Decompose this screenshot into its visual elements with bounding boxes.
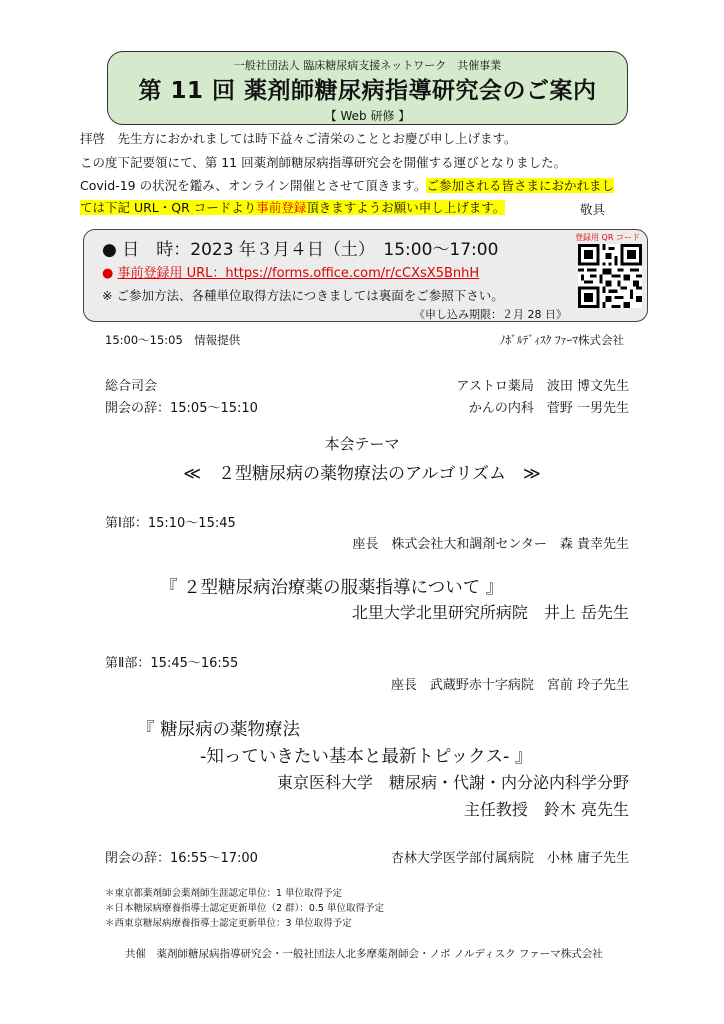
closing-keigu: 敬具 xyxy=(580,202,606,217)
registration-url-row xyxy=(102,262,479,281)
credit-item: ＊日本糖尿病療養指導士認定更新単位（2 群）：0.5 単位取得予定 xyxy=(105,903,384,914)
participation-note: ※ ご参加方法、各種単位取得方法につきましては裏面をご参照下さい。 xyxy=(102,288,504,303)
intro-line-4 xyxy=(80,200,505,216)
intro-line-2: この度下記要領にて、第 11 回薬剤師糖尿病指導研究会を開催する運びとなりました。 xyxy=(80,155,567,170)
opening-remarks-time: 開会の辞：15:05～15:10 xyxy=(105,401,258,416)
credit-item: ＊西東京糖尿病療養指導士認定更新単位：3 単位取得予定 xyxy=(105,918,352,929)
registration-url-label: 事前登録用 URL： xyxy=(117,266,226,281)
registration-deadline: 《申し込み期限：２月 28 日》 xyxy=(414,308,567,321)
page-title: 第 11 回 薬剤師糖尿病指導研究会のご案内 xyxy=(138,78,597,104)
credit-item: ＊東京都薬剤師会薬剤師生涯認定単位：1 単位取得予定 xyxy=(105,888,343,899)
info-session-time: 15:00～15:05 情報提供 xyxy=(105,333,241,347)
theme-title: ≪ ２型糖尿病の薬物療法のアルゴリズム ≫ xyxy=(183,464,541,484)
organizer-line: 一般社団法人 臨床糖尿病支援ネットワーク 共催事業 xyxy=(233,59,502,72)
intro-line-1: 拝啓 先生方におかれましては時下益々ご清栄のこととお慶び申し上げます。 xyxy=(80,131,517,146)
part1-speaker: 北里大学北里研究所病院 井上 岳先生 xyxy=(351,603,629,622)
part2-time: 第Ⅱ部：15:45～16:55 xyxy=(105,656,239,671)
intro-line-3-text: Covid-19 の状況を鑑み、オンライン開催とさせて頂きます。 xyxy=(80,178,427,193)
registration-url-link[interactable]: https://forms.office.com/r/cCXsX5BnhH xyxy=(225,266,480,281)
info-session-company: ﾉﾎﾞﾙﾃﾞｨｽｸ ﾌｧｰﾏ株式会社 xyxy=(499,333,624,347)
part2-chair: 座長 武蔵野赤十字病院 宮前 玲子先生 xyxy=(390,678,629,693)
pre-registration-emphasis: 事前登録 xyxy=(256,200,307,215)
intro-line-4-highlight-a: ては下記 URL・QR コードより xyxy=(80,200,257,215)
intro-line-3-highlight: ご参加される皆さまにおかれまし xyxy=(426,178,614,193)
part1-chair: 座長 株式会社大和調剤センター 森 貴幸先生 xyxy=(352,537,629,552)
part2-speaker-name: 主任教授 鈴木 亮先生 xyxy=(463,800,629,819)
bullet-icon: ● xyxy=(102,266,114,281)
closing-remarks-time: 閉会の辞：16:55～17:00 xyxy=(105,851,258,866)
mc-label: 総合司会 xyxy=(105,379,158,394)
opening-remarks-speaker: かんの内科 菅野 一男先生 xyxy=(468,401,629,416)
qr-code-icon[interactable] xyxy=(578,244,642,308)
mc-name: アストロ薬局 波田 博文先生 xyxy=(456,379,629,394)
closing-remarks-speaker: 杏林大学医学部付属病院 小林 庸子先生 xyxy=(390,851,629,866)
event-info-box xyxy=(83,229,648,322)
intro-line-4-highlight-b: 頂きますようお願い申し上げます。 xyxy=(306,200,506,215)
event-date xyxy=(102,235,498,260)
intro-line-3 xyxy=(80,178,614,194)
part2-speaker-affiliation: 東京医科大学 糖尿病・代謝・内分泌内科学分野 xyxy=(276,773,629,792)
web-seminar-label: 【 Web 研修 】 xyxy=(324,109,411,123)
theme-label: 本会テーマ xyxy=(324,435,400,453)
event-date-text: 日 時：2023 年３月４日（土） 15:00～17:00 xyxy=(122,240,499,260)
header-banner xyxy=(107,51,628,125)
co-hosts: 共催 薬剤師糖尿病指導研究会・一般社団法人北多摩薬剤師会・ノボ ノルディスク ファーマ株式会社 xyxy=(125,948,603,960)
part2-lecture-title-line2: -知っていきたい基本と最新トピックス- 』 xyxy=(200,747,533,767)
part2-lecture-title-line1: 『 糖尿病の薬物療法 xyxy=(137,720,301,740)
bullet-icon: ● xyxy=(102,240,117,260)
part1-lecture-title: 『 ２型糖尿病治療薬の服薬指導について 』 xyxy=(160,578,504,598)
qr-code-label: 登録用 QR コード xyxy=(575,233,640,242)
part1-time: 第Ⅰ部：15:10～15:45 xyxy=(105,516,236,531)
